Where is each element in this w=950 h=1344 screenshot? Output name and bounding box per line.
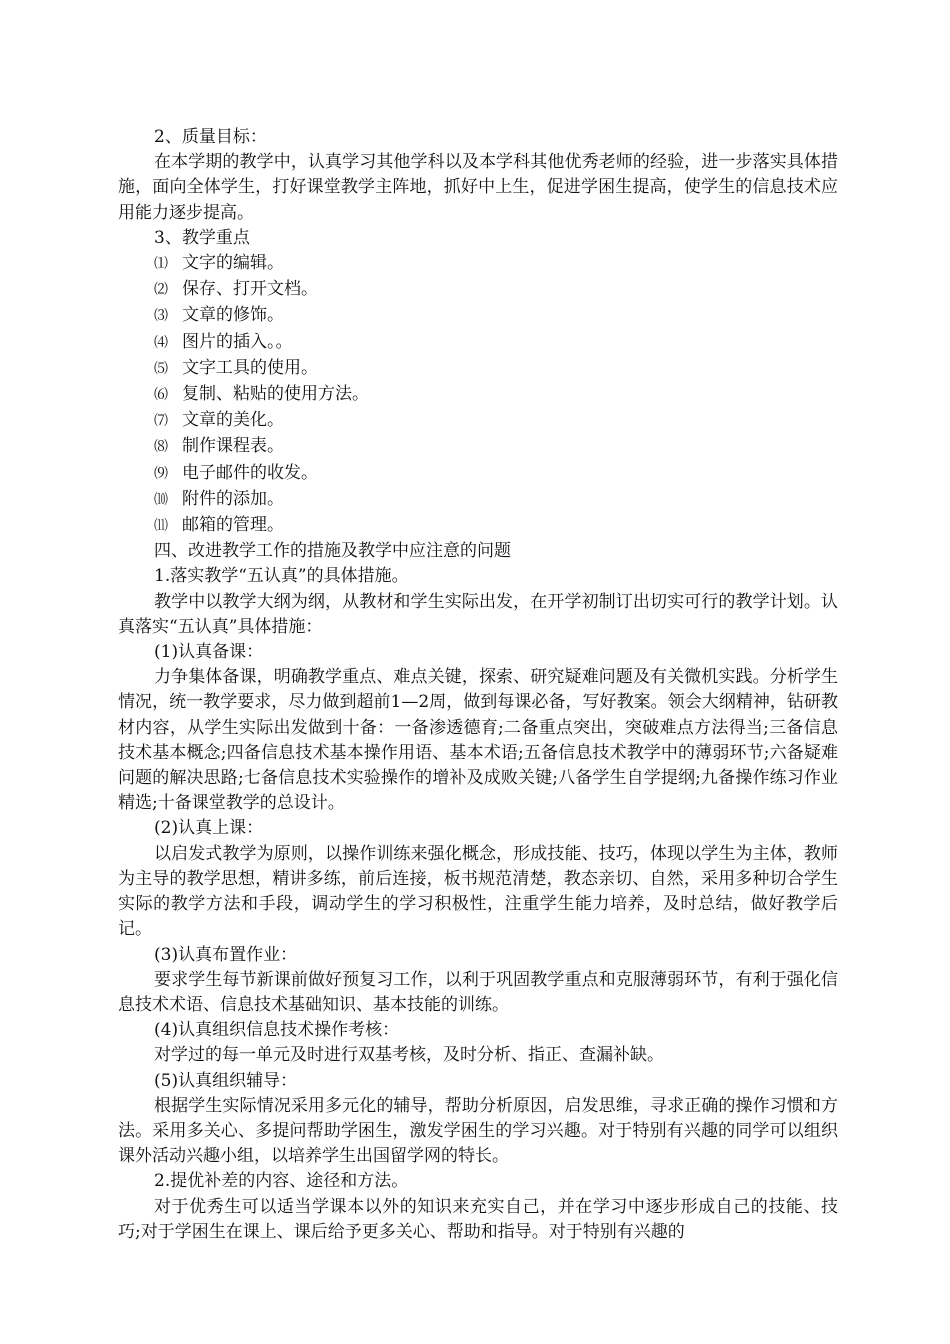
item-tutoring-title: (5)认真组织辅导：: [154, 1070, 298, 1091]
list-item: [118, 513, 838, 539]
list-text: 文章的美化。: [182, 410, 284, 431]
list-number: ⑻: [154, 439, 168, 456]
list-text: 文章的修饰。: [182, 305, 284, 326]
list-item: [118, 461, 838, 487]
heading-teaching-focus: 3、教学重点: [154, 227, 250, 248]
list-item: [118, 330, 838, 356]
list-text: 制作课程表。: [182, 436, 284, 457]
list-item: [118, 356, 838, 382]
list-item: [118, 408, 838, 434]
list-number: ⑼: [154, 465, 168, 482]
list-number: ⑸: [154, 360, 168, 377]
list-text: 文字的编辑。: [182, 253, 284, 274]
item-lesson-prep-title: (1)认真备课：: [154, 642, 264, 663]
item-tutoring-paragraph: 根据学生实际情况采用多元化的辅导，帮助分析原因，启发思维，寻求正确的操作习惯和方法。采用多关心、多提问帮助学困生，激发学困生的学习兴趣。对于特别有兴趣的同学可以组织课外活动兴趣小组，以培养学生出国留学网的特长。: [118, 1095, 838, 1167]
list-text: 保存、打开文档。: [182, 279, 318, 300]
item-teaching-title: (2)认真上课：: [154, 818, 264, 839]
teaching-focus-list: [118, 251, 838, 539]
list-text: 文字工具的使用。: [182, 357, 318, 378]
list-number: ⑾: [154, 518, 168, 535]
list-number: ⑽: [154, 491, 168, 508]
list-number: ⑷: [154, 334, 168, 351]
list-text: 附件的添加。: [182, 488, 284, 509]
item-assessment-title: (4)认真组织信息技术操作考核：: [154, 1020, 400, 1041]
list-number: ⑶: [154, 308, 168, 325]
list-number: ⑹: [154, 387, 168, 404]
subheading-five-diligence: 1.落实教学“五认真”的具体措施。: [154, 566, 409, 587]
item-assessment-paragraph: 对学过的每一单元及时进行双基考核，及时分析、指正、查漏补缺。: [154, 1045, 664, 1066]
list-item: [118, 434, 838, 460]
list-item: [118, 303, 838, 329]
list-item: [118, 277, 838, 303]
list-text: 邮箱的管理。: [182, 515, 284, 536]
item-homework-paragraph: 要求学生每节新课前做好预复习工作，以利于巩固教学重点和克服薄弱环节，有利于强化信息技术术语、信息技术基础知识、基本技能的训练。: [118, 969, 838, 1015]
list-item: [118, 382, 838, 408]
list-number: ⑴: [154, 256, 168, 273]
list-text: 电子邮件的收发。: [182, 462, 318, 483]
item-teaching-paragraph: 以启发式教学为原则，以操作训练来强化概念，形成技能、技巧，体现以学生为主体，教师为主导的教学思想，精讲多练，前后连接，板书规范清楚，教态亲切、自然，采用多种切合学生实际的教学方法和手段，调动学生的学习积极性，注重学生能力培养，及时总结，做好教学后记。: [118, 843, 838, 940]
list-number: ⑺: [154, 413, 168, 430]
quality-goal-paragraph: 在本学期的教学中，认真学习其他学科以及本学科其他优秀老师的经验，进一步落实具体措施，面向全体学生，打好课堂教学主阵地，抓好中上生，促进学困生提高，使学生的信息技术应用能力逐步提高。: [118, 152, 838, 223]
five-diligence-paragraph: 教学中以教学大纲为纲，从教材和学生实际出发，在开学初制订出切实可行的教学计划。认真落实“五认真”具体措施：: [118, 591, 838, 637]
list-text: 图片的插入。。: [182, 331, 293, 352]
heading-section-4: 四、改进教学工作的措施及教学中应注意的问题: [154, 541, 511, 562]
list-item: [118, 251, 838, 277]
item-homework-title: (3)认真布置作业：: [154, 944, 298, 965]
enrichment-paragraph: 对于优秀生可以适当学课本以外的知识来充实自己，并在学习中逐步形成自己的技能、技巧;对于学困生在课上、课后给予更多关心、帮助和指导。对于特别有兴趣的: [118, 1196, 838, 1242]
list-text: 复制、粘贴的使用方法。: [182, 384, 369, 405]
heading-quality-goal: 2、质量目标：: [154, 127, 267, 147]
list-number: ⑵: [154, 282, 168, 299]
item-lesson-prep-paragraph: 力争集体备课，明确教学重点、难点关键，探索、研究疑难问题及有关微机实践。分析学生情况，统一教学要求，尽力做到超前1—2周，做到每课必备，写好教案。领会大纲精神，钻研教材内容，从学生实际出发做到十备：一备渗透德育;二备重点突出，突破难点方法得当;三备信息技术基本概念;四备信息技术基本操作用语、基本术语;五备信息技术教学中的薄弱环节;六备疑难问题的解决思路;七备信息技术实验操作的增补及成败关键;八备学生自学提纲;九备操作练习作业精选;十备课堂教学的总设计。: [118, 667, 838, 814]
list-item: [118, 487, 838, 513]
subheading-enrichment: 2.提优补差的内容、途径和方法。: [154, 1171, 409, 1192]
